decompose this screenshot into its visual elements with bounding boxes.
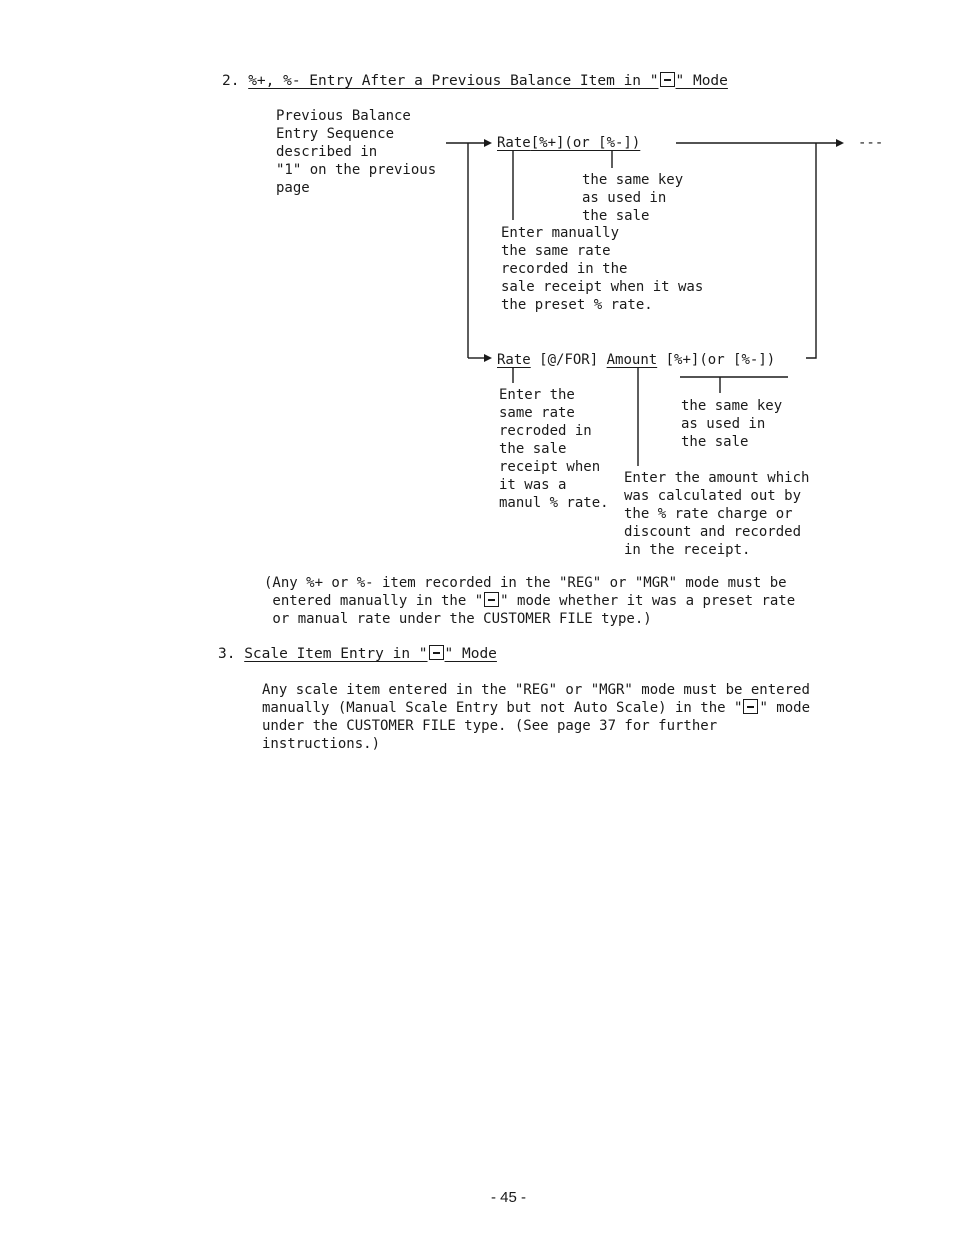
note-line: the same key [681, 398, 783, 414]
intro-line: page [276, 180, 310, 196]
continuation-ellipsis: --- [858, 135, 884, 151]
arrow-head [484, 139, 492, 147]
note-line: it was a [499, 477, 567, 493]
rate-key: Rate [497, 352, 531, 368]
note-line: the sale [582, 208, 650, 224]
note-line: same rate [499, 405, 575, 421]
page-number: - 45 - [491, 1189, 527, 1206]
section-3-heading [218, 645, 497, 663]
note-line: the preset % rate. [501, 297, 653, 313]
note-line: the same rate [501, 243, 611, 259]
body-line: manually (Manual Scale Entry but not Auto Scale) in the " " mode [262, 700, 811, 716]
section-number: 3. [218, 646, 236, 662]
intro-line: described in [276, 144, 378, 160]
note-line: was calculated out by [624, 488, 802, 504]
note-line: the same key [582, 172, 684, 188]
minus-box-key-icon [429, 645, 444, 660]
return-line [806, 143, 816, 358]
body-line: Any scale item entered in the "REG" or "MGR" mode must be entered [262, 682, 810, 698]
intro-line: "1" on the previous [276, 162, 437, 178]
note-line: in the receipt. [624, 542, 751, 558]
section-title: Scale Item Entry in " " Mode [244, 646, 497, 662]
minus-box-key-icon [484, 592, 499, 607]
note-line: as used in [582, 190, 667, 206]
amount-key: Amount [606, 352, 658, 368]
arrow-head [836, 139, 844, 147]
note-line: (Any %+ or %- item recorded in the "REG" or "MGR" mode must be [264, 575, 787, 591]
rate-key: Rate [497, 135, 531, 151]
body-line: instructions.) [262, 736, 381, 752]
note-line: manul % rate. [499, 495, 609, 511]
percent-keys: [%+](or [%-]) [665, 352, 776, 368]
note-line: recroded in [499, 423, 592, 439]
note-line: entered manually in the " " mode whether it was a preset rate [264, 593, 796, 609]
note-line: Enter manually [501, 225, 620, 241]
minus-box-key-icon [743, 699, 758, 714]
arrow-head [484, 354, 492, 362]
percent-keys: [%+](or [%-]) [530, 135, 641, 151]
note-line: discount and recorded [624, 524, 802, 540]
note-line: Enter the [499, 387, 575, 403]
note-line: receipt when [499, 459, 601, 475]
note-line: recorded in the [501, 261, 628, 277]
note-line: the % rate charge or [624, 506, 793, 522]
note-line: or manual rate under the CUSTOMER FILE type.) [264, 611, 652, 627]
note-line: Enter the amount which [624, 470, 810, 486]
intro-line: Entry Sequence [276, 126, 395, 142]
intro-line: Previous Balance [276, 108, 411, 124]
note-line: the sale [681, 434, 749, 450]
note-line: as used in [681, 416, 766, 432]
note-line: sale receipt when it was [501, 279, 704, 295]
body-line: under the CUSTOMER FILE type. (See page 37 for further [262, 718, 718, 734]
note-line: the sale [499, 441, 567, 457]
section-number: 2. [222, 73, 240, 89]
section-title: %+, %- Entry After a Previous Balance Item in " " Mode [248, 73, 728, 89]
for-key: [@/FOR] [539, 352, 599, 368]
